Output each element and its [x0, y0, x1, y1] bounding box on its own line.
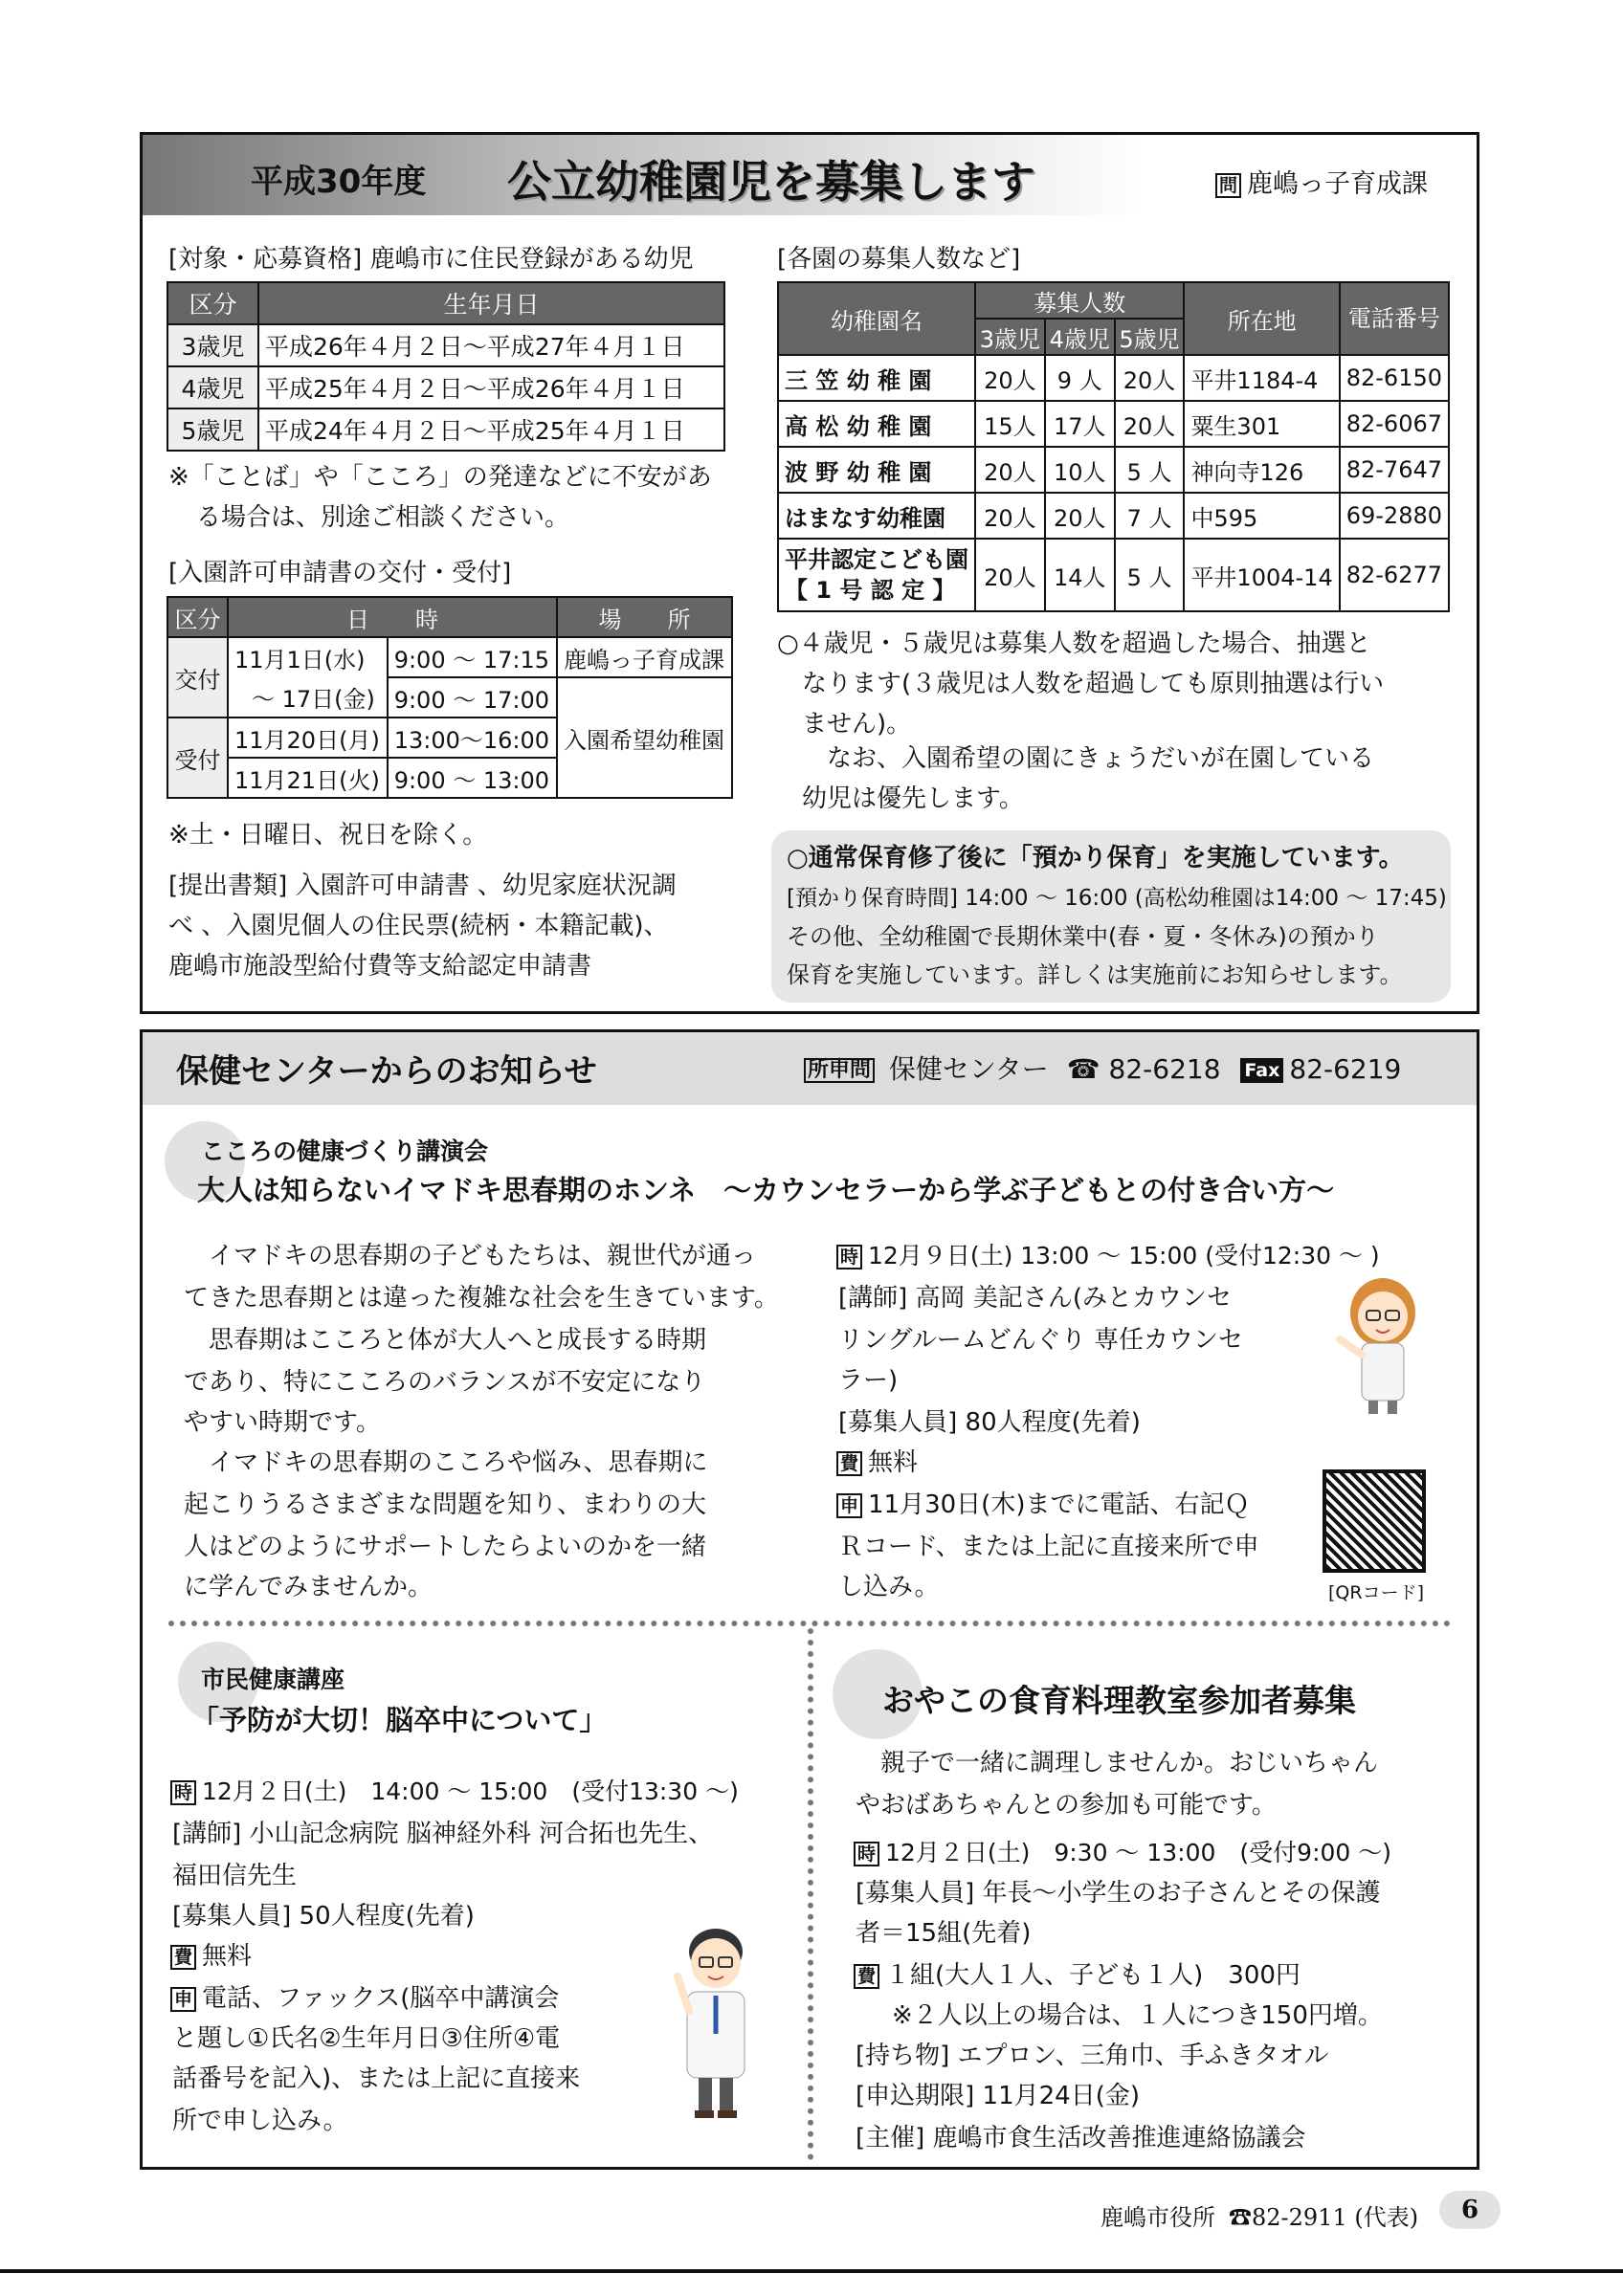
phone-icon: ☎: [1066, 1053, 1101, 1085]
stroke-lecturer-2: 福田信先生: [172, 1862, 298, 1890]
stroke-apply-text: 電話、ファックス(脳卒中講演会: [202, 1984, 560, 2013]
dotted-separator: [168, 1621, 1451, 1626]
lottery-line-3: ません)。: [802, 710, 912, 739]
lecture-body-4: であり、特にこころのバランスが不安定になり: [184, 1368, 706, 1397]
cook-time: [854, 1833, 1391, 1873]
stroke-fee-value: 無料: [202, 1942, 253, 1971]
issue-time-1: 9:00 ～ 17:15: [388, 637, 557, 677]
cap-row-age4: 20人: [1045, 493, 1115, 539]
bottom-rule: [0, 2269, 1623, 2273]
qr-code: [1323, 1469, 1426, 1573]
cap-row-age3: 20人: [975, 355, 1045, 401]
lecture-time-value: 12月９日(土) 13:00 ～ 15:00 (受付12:30 ～ ): [868, 1242, 1380, 1269]
apply-badge: 申: [836, 1493, 862, 1518]
eligibility-text: 鹿嶋市に住民登録がある幼児: [369, 245, 694, 274]
accept-time-2: 9:00 ～ 13:00: [388, 758, 557, 798]
lecture-lecturer-2: リングルームどんぐり 専任カウンセ: [838, 1326, 1243, 1355]
cap-row-age3: 15人: [975, 401, 1045, 447]
cap-row-age5: 20人: [1115, 401, 1185, 447]
cap-row-tel: 82-7647: [1340, 447, 1449, 493]
cap-row-tel: 82-6277: [1340, 539, 1449, 611]
cook-fee-value: １組(大人１人、子ども１人) 300円: [885, 1961, 1301, 1990]
cap-row-age5: 5 人: [1115, 539, 1185, 611]
lecture-lecturer-1: [講師] 高岡 美記さん(みとカウンセ: [838, 1284, 1232, 1313]
page-number-badge: [1439, 2191, 1501, 2229]
cap-row-address: 平井1184-4: [1184, 355, 1339, 401]
capacity-heading: [各園の募集人数など]: [777, 245, 1021, 274]
lecture-body-1: イマドキの思春期の子どもたちは、親世代が通っ: [184, 1242, 757, 1270]
eligibility-label: [対象・応募資格]: [168, 245, 363, 274]
lecture-body-9: に学んでみませんか。: [184, 1573, 434, 1601]
time-badge: 時: [170, 1780, 196, 1805]
cook-host: [主催] 鹿嶋市食生活改善推進連絡協議会: [856, 2124, 1306, 2152]
lecture-body-5: やすい時期です。: [184, 1408, 381, 1437]
birth-table: [167, 281, 725, 452]
lecture-lecturer-3: ラー): [838, 1366, 899, 1395]
lecture-body-2: てきた思春期とは違った複雑な社会を生きています。: [184, 1284, 779, 1313]
birth-row-age: 3歳児: [167, 324, 258, 366]
issue-label: 交付: [167, 637, 228, 718]
cap-row-address: 中595: [1184, 493, 1339, 539]
note-consult: ※「ことば」や「こころ」の発達などに不安があ: [168, 463, 712, 492]
lecture-body-8: 人はどのようにサポートしたらよいのかを一緒: [184, 1533, 707, 1561]
lecture-body-7: 起こりうるさまざまな問題を知り、まわりの大: [184, 1490, 707, 1519]
cap-row-age3: 20人: [975, 493, 1045, 539]
lecture-apply-1: [836, 1485, 1249, 1525]
cap-row-age3: 20人: [975, 447, 1045, 493]
contact-dept: 鹿嶋っ子育成課: [1247, 169, 1429, 199]
cap-header-age5: 5歳児: [1115, 319, 1185, 355]
health-contact: [804, 1049, 1401, 1087]
lecture-body-3: 思春期はこころと体が大人へと成長する時期: [184, 1326, 707, 1355]
stroke-apply-3: 話番号を記入)、または上記に直接来: [172, 2064, 581, 2093]
lecture-apply-text: 11月30日(木)までに電話、右記Ｑ: [868, 1490, 1250, 1519]
cap-row-age4: 14人: [1045, 539, 1115, 611]
care-line-1: その他、全幼稚園で長期休業中(春・夏・冬休み)の預かり: [787, 923, 1379, 950]
cap-row-tel: 82-6150: [1340, 355, 1449, 401]
accept-date-2: 11月21日(火): [228, 758, 388, 798]
accept-date-1: 11月20日(月): [228, 718, 388, 758]
cap-row-age5: 7 人: [1115, 493, 1185, 539]
cap-row-name: はまなす幼稚園: [778, 493, 975, 539]
documents-label: [提出書類]: [168, 872, 288, 900]
issue-date-start: 11月1日(水): [228, 637, 388, 677]
cap-row-age3: 20人: [975, 539, 1045, 611]
application-table: [167, 596, 733, 799]
accept-label: 受付: [167, 718, 228, 798]
cook-intro-2: やおばあちゃんとの参加も可能です。: [856, 1791, 1277, 1820]
health-tel: 82-6218: [1108, 1053, 1221, 1085]
cap-row-age5: 20人: [1115, 355, 1185, 401]
lecture-fee: [836, 1443, 918, 1483]
cook-time-value: 12月２日(土) 9:30 ～ 13:00 (受付9:00 ～): [885, 1839, 1392, 1866]
health-title: 保健センターからのお知らせ: [176, 1052, 597, 1091]
cap-header-name: 幼稚園名: [778, 282, 975, 355]
lecture-fee-value: 無料: [868, 1448, 919, 1477]
care-time-value: 14:00 ～ 16:00 (高松幼稚園は14:00 ～ 17:45): [965, 886, 1447, 911]
note-holidays: ※土・日曜日、祝日を除く。: [168, 821, 488, 850]
cap-row-tel: 69-2880: [1340, 493, 1449, 539]
birth-row-date: 平成26年４月２日～平成27年４月１日: [258, 324, 724, 366]
cap-row-age4: 10人: [1045, 447, 1115, 493]
lecture-apply-3: し込み。: [838, 1573, 940, 1601]
cook-intro-1: 親子で一緒に調理しませんか。おじいちゃん: [856, 1749, 1379, 1777]
fee-badge: 費: [836, 1451, 862, 1476]
cap-row-name: 波 野 幼 稚 園: [778, 447, 975, 493]
doctor-illustration: [660, 1919, 766, 2120]
cap-row-address: 神向寺126: [1184, 447, 1339, 493]
accept-time-1: 13:00～16:00: [388, 718, 557, 758]
lottery-line-2: なります(３歳児は人数を超過しても原則抽選は行い: [802, 670, 1385, 698]
documents-line-2: べ 、入園児個人の住民票(続柄・本籍記載)、: [168, 912, 669, 940]
cap-header-address: 所在地: [1184, 282, 1339, 355]
stroke-time-value: 12月２日(土) 14:00 ～ 15:00 (受付13:30 ～): [202, 1777, 739, 1805]
page-number: 6: [1460, 2196, 1479, 2224]
documents-text: 入園許可申請書 、幼児家庭状況調: [295, 872, 677, 900]
birth-row-age: 5歳児: [167, 408, 258, 451]
health-badges: 所申問: [804, 1058, 875, 1083]
footer-tel: ☎82-2911 (代表): [1229, 2204, 1419, 2231]
stroke-capacity: [募集人員] 50人程度(先着): [172, 1902, 475, 1931]
lecture-capacity: [募集人員] 80人程度(先着): [838, 1408, 1141, 1437]
accept-place: 入園希望幼稚園: [557, 677, 732, 798]
cap-last-name-2: 【 1 号 認 定 】: [785, 577, 956, 604]
care-line-2: 保育を実施しています。詳しくは実施前にお知らせします。: [787, 961, 1403, 988]
cap-row-name: 高 松 幼 稚 園: [778, 401, 975, 447]
lottery-line-1: ○４歳児・５歳児は募集人数を超過した場合、抽選と: [777, 629, 1371, 658]
stroke-time: [170, 1772, 739, 1812]
fee-badge: 費: [854, 1964, 879, 1989]
birth-row-age: 4歳児: [167, 366, 258, 408]
issue-time-2: 9:00 ～ 17:00: [388, 677, 557, 718]
footer-org: 鹿嶋市役所: [1101, 2204, 1215, 2231]
birth-header-date: 生年月日: [258, 282, 724, 324]
time-badge: 時: [836, 1245, 862, 1269]
documents-line-3: 鹿嶋市施設型給付費等支給認定申請書: [168, 952, 592, 981]
cap-row-name-last: [778, 539, 975, 611]
cook-deadline: [申込期限] 11月24日(金): [856, 2082, 1141, 2110]
stroke-apply-2: と題し①氏名②生年月日③住所④電: [172, 2024, 561, 2053]
cook-items: [持ち物] エプロン、三角巾、手ふきタオル: [856, 2042, 1329, 2070]
dotted-separator-vertical: [808, 1628, 813, 2160]
app-header-category: 区分: [167, 597, 228, 637]
cook-capacity-2: 者＝15組(先着): [856, 1919, 1032, 1948]
documents-line-1: [168, 866, 677, 906]
cap-row-tel: 82-6067: [1340, 401, 1449, 447]
stroke-lecturer-1: [講師] 小山記念病院 脳神経外科 河合拓也先生、: [172, 1820, 714, 1848]
time-badge: 時: [854, 1842, 879, 1866]
cap-row-age4: 9 人: [1045, 355, 1115, 401]
health-fax: 82-6219: [1289, 1053, 1402, 1085]
care-time: [787, 878, 1447, 918]
cap-row-age5: 5 人: [1115, 447, 1185, 493]
fax-icon: Fax: [1240, 1058, 1283, 1083]
capacity-table: [777, 281, 1450, 612]
note-consult-cont: る場合は、別途ご相談ください。: [196, 503, 570, 532]
lottery-line-5: 幼児は優先します。: [802, 784, 1024, 813]
birth-row-date: 平成25年４月２日～平成26年４月１日: [258, 366, 724, 408]
fee-badge: 費: [170, 1945, 196, 1970]
cap-header-tel: 電話番号: [1340, 282, 1449, 355]
kindergarten-contact: [1215, 163, 1428, 200]
kindergarten-title: 公立幼稚園児を募集します: [507, 156, 1035, 208]
eligibility: [168, 239, 694, 279]
stroke-apply-1: [170, 1978, 559, 2019]
lecture-time: [836, 1236, 1380, 1276]
issue-date-end: ～ 17日(金): [228, 677, 388, 718]
health-center-name: 保健センター: [888, 1053, 1049, 1085]
lecture-body-6: イマドキの思春期のこころや悩み、思春期に: [184, 1448, 708, 1477]
stroke-fee: [170, 1936, 252, 1976]
cap-row-address: 平井1004-14: [1184, 539, 1339, 611]
birth-row-date: 平成24年４月２日～平成25年４月１日: [258, 408, 724, 451]
application-heading: [入園許可申請書の交付・受付]: [168, 559, 512, 587]
qr-label: [QRコード]: [1328, 1582, 1424, 1603]
cook-capacity-1: [募集人員] 年長～小学生のお子さんとその保護: [856, 1879, 1381, 1908]
stroke-small-title: 市民健康講座: [201, 1666, 345, 1693]
issue-place: 鹿嶋っ子育成課: [557, 637, 732, 677]
cook-title: おやこの食育料理教室参加者募集: [882, 1682, 1356, 1719]
care-title: ○通常保育修了後に「預かり保育」を実施しています。: [787, 844, 1404, 872]
contact-badge: 問: [1215, 173, 1241, 198]
cap-header-age3: 3歳児: [975, 319, 1045, 355]
cap-header-capacity: 募集人数: [975, 282, 1184, 319]
stroke-apply-4: 所で申し込み。: [172, 2107, 348, 2135]
cap-row-address: 粟生301: [1184, 401, 1339, 447]
app-header-datetime: 日 時: [228, 597, 557, 637]
cap-last-name-1: 平井認定こども園: [785, 546, 968, 573]
care-time-label: [預かり保育時間]: [787, 886, 958, 911]
cap-row-age4: 17人: [1045, 401, 1115, 447]
stroke-title: 「予防が大切！脳卒中について」: [191, 1704, 608, 1736]
app-header-place: 場 所: [557, 597, 732, 637]
lecture-apply-2: Ｒコード、または上記に直接来所で申: [838, 1533, 1259, 1561]
counselor-illustration: [1330, 1272, 1435, 1416]
lottery-line-4: なお、入園希望の園にきょうだいが在園している: [802, 744, 1375, 773]
kindergarten-year: 平成30年度: [251, 163, 427, 201]
cap-row-name: 三 笠 幼 稚 園: [778, 355, 975, 401]
lecture-title: 大人は知らないイマドキ思春期のホンネ ～カウンセラーから学ぶ子どもとの付き合い方～: [197, 1174, 1335, 1206]
cap-header-age4: 4歳児: [1045, 319, 1115, 355]
cook-fee-note: ※２人以上の場合は、１人につき150円増。: [892, 2001, 1383, 2030]
apply-badge: 申: [170, 1987, 196, 2012]
lecture-small-title: こころの健康づくり講演会: [201, 1137, 489, 1165]
birth-header-category: 区分: [167, 282, 258, 324]
cook-fee: [854, 1955, 1301, 1996]
